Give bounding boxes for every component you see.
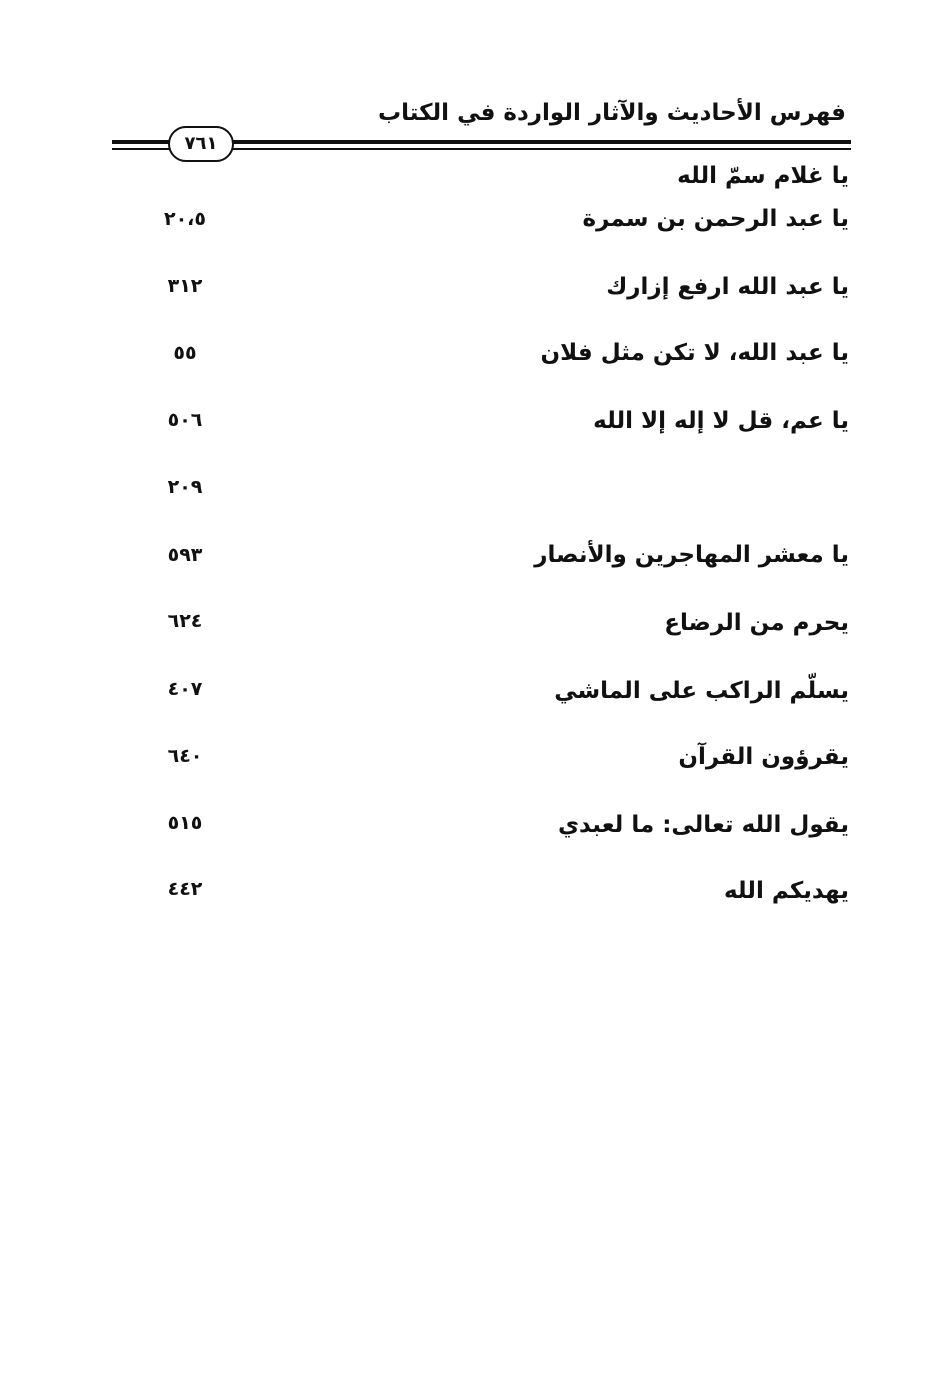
entry-text: يقرؤون القرآن [678,744,849,770]
entry-page-number: ٢٠٩ [167,476,203,498]
entry-text: يا عبد الرحمن بن سمرة [582,206,849,232]
page-number-badge: ٧٦١ [168,126,234,162]
entry-text: يا غلام سمّ الله [677,163,849,189]
entry-text: يهديكم الله [723,878,849,904]
entry-page-number: ٤٠٧ [167,678,203,700]
entry-text: يحرم من الرضاع [664,610,849,636]
entry-page-number: ٥٥ [173,342,197,364]
entry-page-number: ٢٠،٥ [163,208,206,230]
entry-page-number: ٥٩٣ [167,544,203,566]
entry-text: يا عبد الله ارفع إزارك [606,274,849,300]
entry-text: يا عبد الله، لا تكن مثل فلان [540,340,849,366]
running-header-title: فهرس الأحاديث والآثار الواردة في الكتاب [378,100,846,126]
entry-page-number: ٥٠٦ [167,409,203,431]
entry-page-number: ٥١٥ [167,812,203,834]
entry-text: يا عم، قل لا إله إلا الله [593,408,849,434]
entry-page-number: ٦٢٤ [167,610,203,632]
entry-text: يسلّم الراكب على الماشي [554,678,849,704]
entry-page-number: ٣١٢ [167,275,203,297]
entry-text: يقول الله تعالى: ما لعبدي [557,812,849,838]
entry-page-number: ٤٤٢ [167,878,203,900]
entry-text: يا معشر المهاجرين والأنصار [534,542,849,568]
entry-page-number: ٦٤٠ [167,745,203,767]
